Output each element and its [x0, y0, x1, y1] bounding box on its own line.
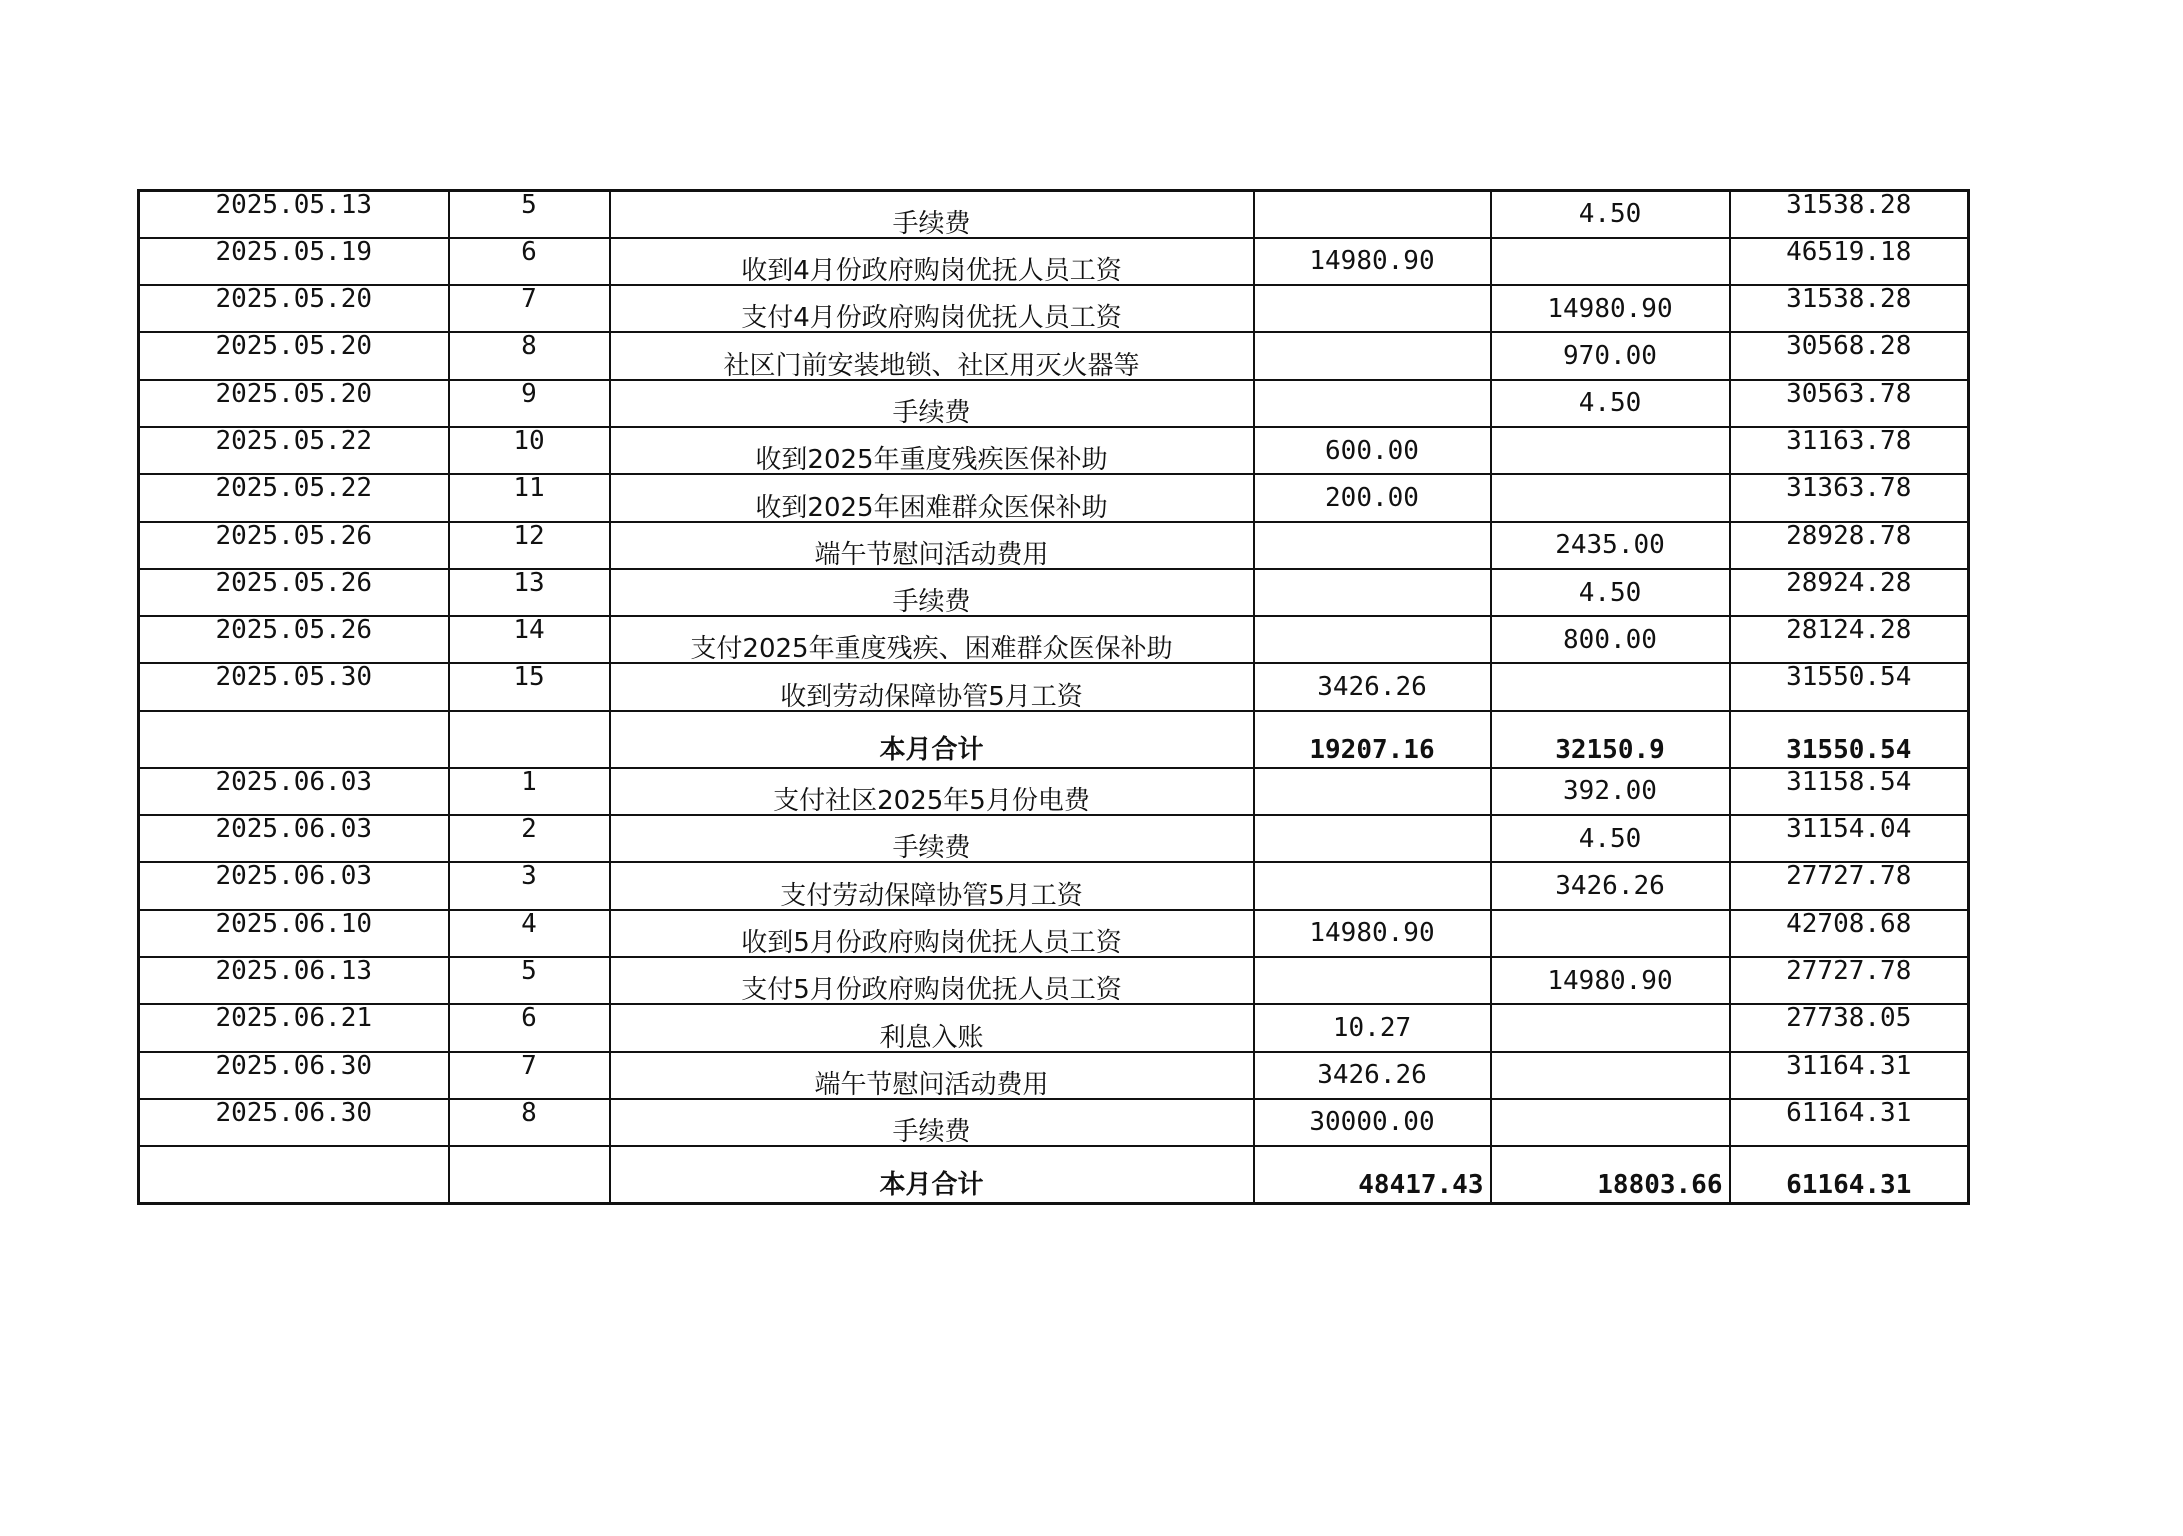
voucher-number-cell: 10: [449, 427, 610, 474]
voucher-number-cell: 6: [449, 1004, 610, 1051]
total-date-cell: [139, 1146, 449, 1203]
balance-cell: 28924.28: [1730, 569, 1969, 616]
date-cell: 2025.05.20: [139, 380, 449, 427]
description-cell: 社区门前安装地锁、社区用灭火器等: [610, 332, 1254, 379]
balance-cell: 46519.18: [1730, 238, 1969, 285]
date-cell: 2025.06.21: [139, 1004, 449, 1051]
voucher-number-cell: 5: [449, 191, 610, 238]
date-cell: 2025.05.26: [139, 522, 449, 569]
expense-cell: 3426.26: [1491, 862, 1730, 909]
balance-cell: 27738.05: [1730, 1004, 1969, 1051]
date-cell: 2025.06.13: [139, 957, 449, 1004]
balance-cell: 42708.68: [1730, 910, 1969, 957]
expense-cell: [1491, 1099, 1730, 1146]
voucher-number-cell: 8: [449, 1099, 610, 1146]
total-balance-cell: 61164.31: [1730, 1146, 1969, 1203]
income-cell: 3426.26: [1254, 1052, 1491, 1099]
total-income-cell: 48417.43: [1254, 1146, 1491, 1203]
balance-cell: 31538.28: [1730, 191, 1969, 238]
description-cell: 手续费: [610, 815, 1254, 862]
table-row: [139, 332, 1969, 379]
voucher-number-cell: 8: [449, 332, 610, 379]
income-cell: [1254, 332, 1491, 379]
date-cell: 2025.05.26: [139, 616, 449, 663]
ledger-table: [137, 189, 1970, 1205]
date-cell: 2025.05.22: [139, 427, 449, 474]
income-cell: [1254, 862, 1491, 909]
expense-cell: 970.00: [1491, 332, 1730, 379]
balance-cell: 30563.78: [1730, 380, 1969, 427]
table-row: [139, 285, 1969, 332]
balance-cell: 31154.04: [1730, 815, 1969, 862]
table-row: [139, 768, 1969, 815]
expense-cell: [1491, 238, 1730, 285]
expense-cell: [1491, 427, 1730, 474]
description-cell: 收到5月份政府购岗优抚人员工资: [610, 910, 1254, 957]
income-cell: [1254, 815, 1491, 862]
voucher-number-cell: 11: [449, 474, 610, 521]
income-cell: 14980.90: [1254, 238, 1491, 285]
description-cell: 收到劳动保障协管5月工资: [610, 663, 1254, 710]
table-row: [139, 910, 1969, 957]
table-row: [139, 238, 1969, 285]
voucher-number-cell: 1: [449, 768, 610, 815]
table-row: [139, 616, 1969, 663]
balance-cell: 28928.78: [1730, 522, 1969, 569]
expense-cell: 800.00: [1491, 616, 1730, 663]
voucher-number-cell: 7: [449, 285, 610, 332]
description-cell: 手续费: [610, 191, 1254, 238]
date-cell: 2025.06.10: [139, 910, 449, 957]
voucher-number-cell: 5: [449, 957, 610, 1004]
date-cell: 2025.06.30: [139, 1052, 449, 1099]
description-cell: 端午节慰问活动费用: [610, 1052, 1254, 1099]
table-row: [139, 957, 1969, 1004]
balance-cell: 31163.78: [1730, 427, 1969, 474]
expense-cell: 4.50: [1491, 191, 1730, 238]
table-row: [139, 474, 1969, 521]
monthly-total-row: [139, 1146, 1969, 1203]
date-cell: 2025.05.13: [139, 191, 449, 238]
balance-cell: 31164.31: [1730, 1052, 1969, 1099]
table-row: [139, 380, 1969, 427]
income-cell: 200.00: [1254, 474, 1491, 521]
income-cell: [1254, 380, 1491, 427]
income-cell: [1254, 285, 1491, 332]
expense-cell: 4.50: [1491, 569, 1730, 616]
balance-cell: 28124.28: [1730, 616, 1969, 663]
date-cell: 2025.06.30: [139, 1099, 449, 1146]
voucher-number-cell: 14: [449, 616, 610, 663]
date-cell: 2025.06.03: [139, 815, 449, 862]
voucher-number-cell: 12: [449, 522, 610, 569]
description-cell: 手续费: [610, 1099, 1254, 1146]
date-cell: 2025.05.26: [139, 569, 449, 616]
table-row: [139, 569, 1969, 616]
date-cell: 2025.05.30: [139, 663, 449, 710]
income-cell: 10.27: [1254, 1004, 1491, 1051]
table-row: [139, 862, 1969, 909]
income-cell: [1254, 957, 1491, 1004]
date-cell: 2025.06.03: [139, 768, 449, 815]
description-cell: 支付劳动保障协管5月工资: [610, 862, 1254, 909]
voucher-number-cell: 2: [449, 815, 610, 862]
table-row: [139, 191, 1969, 238]
date-cell: 2025.05.20: [139, 332, 449, 379]
description-cell: 支付5月份政府购岗优抚人员工资: [610, 957, 1254, 1004]
date-cell: 2025.06.03: [139, 862, 449, 909]
balance-cell: 61164.31: [1730, 1099, 1969, 1146]
table-row: [139, 427, 1969, 474]
total-voucher-number-cell: [449, 711, 610, 768]
description-cell: 利息入账: [610, 1004, 1254, 1051]
table-row: [139, 815, 1969, 862]
date-cell: 2025.05.20: [139, 285, 449, 332]
table-row: [139, 1052, 1969, 1099]
income-cell: 30000.00: [1254, 1099, 1491, 1146]
total-income-cell: 19207.16: [1254, 711, 1491, 768]
date-cell: 2025.05.19: [139, 238, 449, 285]
balance-cell: 31550.54: [1730, 663, 1969, 710]
description-cell: 支付2025年重度残疾、困难群众医保补助: [610, 616, 1254, 663]
description-cell: 支付4月份政府购岗优抚人员工资: [610, 285, 1254, 332]
date-cell: 2025.05.22: [139, 474, 449, 521]
voucher-number-cell: 3: [449, 862, 610, 909]
table-row: [139, 522, 1969, 569]
voucher-number-cell: 7: [449, 1052, 610, 1099]
total-description-cell: 本月合计: [610, 1146, 1254, 1203]
voucher-number-cell: 15: [449, 663, 610, 710]
voucher-number-cell: 9: [449, 380, 610, 427]
expense-cell: 4.50: [1491, 815, 1730, 862]
income-cell: [1254, 569, 1491, 616]
income-cell: 14980.90: [1254, 910, 1491, 957]
table-row: [139, 1099, 1969, 1146]
voucher-number-cell: 6: [449, 238, 610, 285]
description-cell: 收到2025年困难群众医保补助: [610, 474, 1254, 521]
table-row: [139, 663, 1969, 710]
table-row: [139, 1004, 1969, 1051]
expense-cell: [1491, 663, 1730, 710]
balance-cell: 31538.28: [1730, 285, 1969, 332]
description-cell: 手续费: [610, 569, 1254, 616]
total-balance-cell: 31550.54: [1730, 711, 1969, 768]
income-cell: [1254, 522, 1491, 569]
description-cell: 端午节慰问活动费用: [610, 522, 1254, 569]
expense-cell: 14980.90: [1491, 285, 1730, 332]
expense-cell: [1491, 910, 1730, 957]
expense-cell: 2435.00: [1491, 522, 1730, 569]
total-description-cell: 本月合计: [610, 711, 1254, 768]
income-cell: [1254, 768, 1491, 815]
expense-cell: [1491, 474, 1730, 521]
total-voucher-number-cell: [449, 1146, 610, 1203]
description-cell: 支付社区2025年5月份电费: [610, 768, 1254, 815]
expense-cell: [1491, 1004, 1730, 1051]
voucher-number-cell: 4: [449, 910, 610, 957]
income-cell: [1254, 616, 1491, 663]
income-cell: 600.00: [1254, 427, 1491, 474]
balance-cell: 27727.78: [1730, 862, 1969, 909]
balance-cell: 30568.28: [1730, 332, 1969, 379]
ledger-body: [139, 191, 1969, 1204]
balance-cell: 31158.54: [1730, 768, 1969, 815]
expense-cell: [1491, 1052, 1730, 1099]
monthly-total-row: [139, 711, 1969, 768]
expense-cell: 4.50: [1491, 380, 1730, 427]
total-date-cell: [139, 711, 449, 768]
balance-cell: 27727.78: [1730, 957, 1969, 1004]
expense-cell: 14980.90: [1491, 957, 1730, 1004]
description-cell: 手续费: [610, 380, 1254, 427]
income-cell: [1254, 191, 1491, 238]
balance-cell: 31363.78: [1730, 474, 1969, 521]
description-cell: 收到4月份政府购岗优抚人员工资: [610, 238, 1254, 285]
description-cell: 收到2025年重度残疾医保补助: [610, 427, 1254, 474]
voucher-number-cell: 13: [449, 569, 610, 616]
total-expense-cell: 32150.9: [1491, 711, 1730, 768]
total-expense-cell: 18803.66: [1491, 1146, 1730, 1203]
income-cell: 3426.26: [1254, 663, 1491, 710]
expense-cell: 392.00: [1491, 768, 1730, 815]
